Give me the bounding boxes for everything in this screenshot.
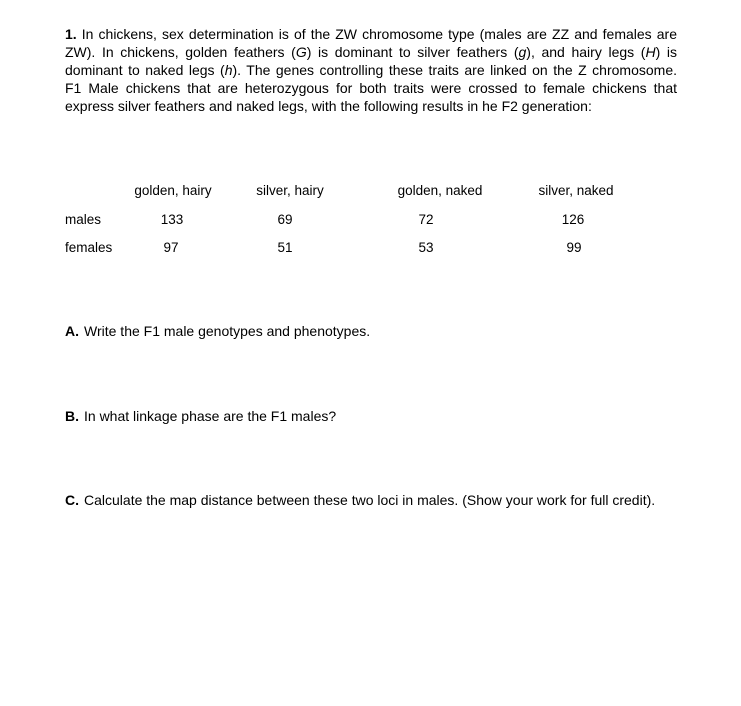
table-cell: 133 xyxy=(160,212,184,227)
table-cell: 97 xyxy=(163,240,179,255)
question-label: A. xyxy=(65,323,79,339)
question-c xyxy=(65,491,655,509)
problem-statement xyxy=(65,25,677,115)
question-a xyxy=(65,322,370,340)
table-cell: 126 xyxy=(561,212,585,227)
table-header: golden, hairy xyxy=(134,183,212,198)
table-cell: 99 xyxy=(566,240,582,255)
table-cell: 53 xyxy=(418,240,434,255)
table-cell: 72 xyxy=(418,212,434,227)
problem-line-2: ZW). In chickens, golden feathers (G) is dominant to silver feathers (g), and hairy legs (H) is xyxy=(65,44,677,60)
table-header: silver, naked xyxy=(538,183,614,198)
question-text: In what linkage phase are the F1 males? xyxy=(84,408,337,424)
table-cell: 51 xyxy=(277,240,293,255)
table-cell: 69 xyxy=(277,212,293,227)
problem-line-3: dominant to naked legs (h). The genes controlling these traits are linked on the Z chromosome. xyxy=(65,62,677,78)
table-header: golden, naked xyxy=(397,183,483,198)
problem-line-1: 1. In chickens, sex determination is of the ZW chromosome type (males are ZZ and females are xyxy=(65,26,677,42)
question-b xyxy=(65,407,336,425)
problem-number: 1. xyxy=(65,26,77,42)
question-text: Write the F1 male genotypes and phenotypes. xyxy=(84,323,371,339)
table-row-label: females xyxy=(65,240,113,255)
problem-line-5: express silver feathers and naked legs, with the following results in he F2 generation: xyxy=(65,98,592,114)
problem-line-4: F1 Male chickens that are heterozygous for both traits were crossed to female chickens that xyxy=(65,80,677,96)
question-label: C. xyxy=(65,492,79,508)
table-header: silver, hairy xyxy=(256,183,324,198)
table-row-label: males xyxy=(65,212,102,227)
question-text: Calculate the map distance between these two loci in males. (Show your work for full credit). xyxy=(84,492,656,508)
question-label: B. xyxy=(65,408,79,424)
